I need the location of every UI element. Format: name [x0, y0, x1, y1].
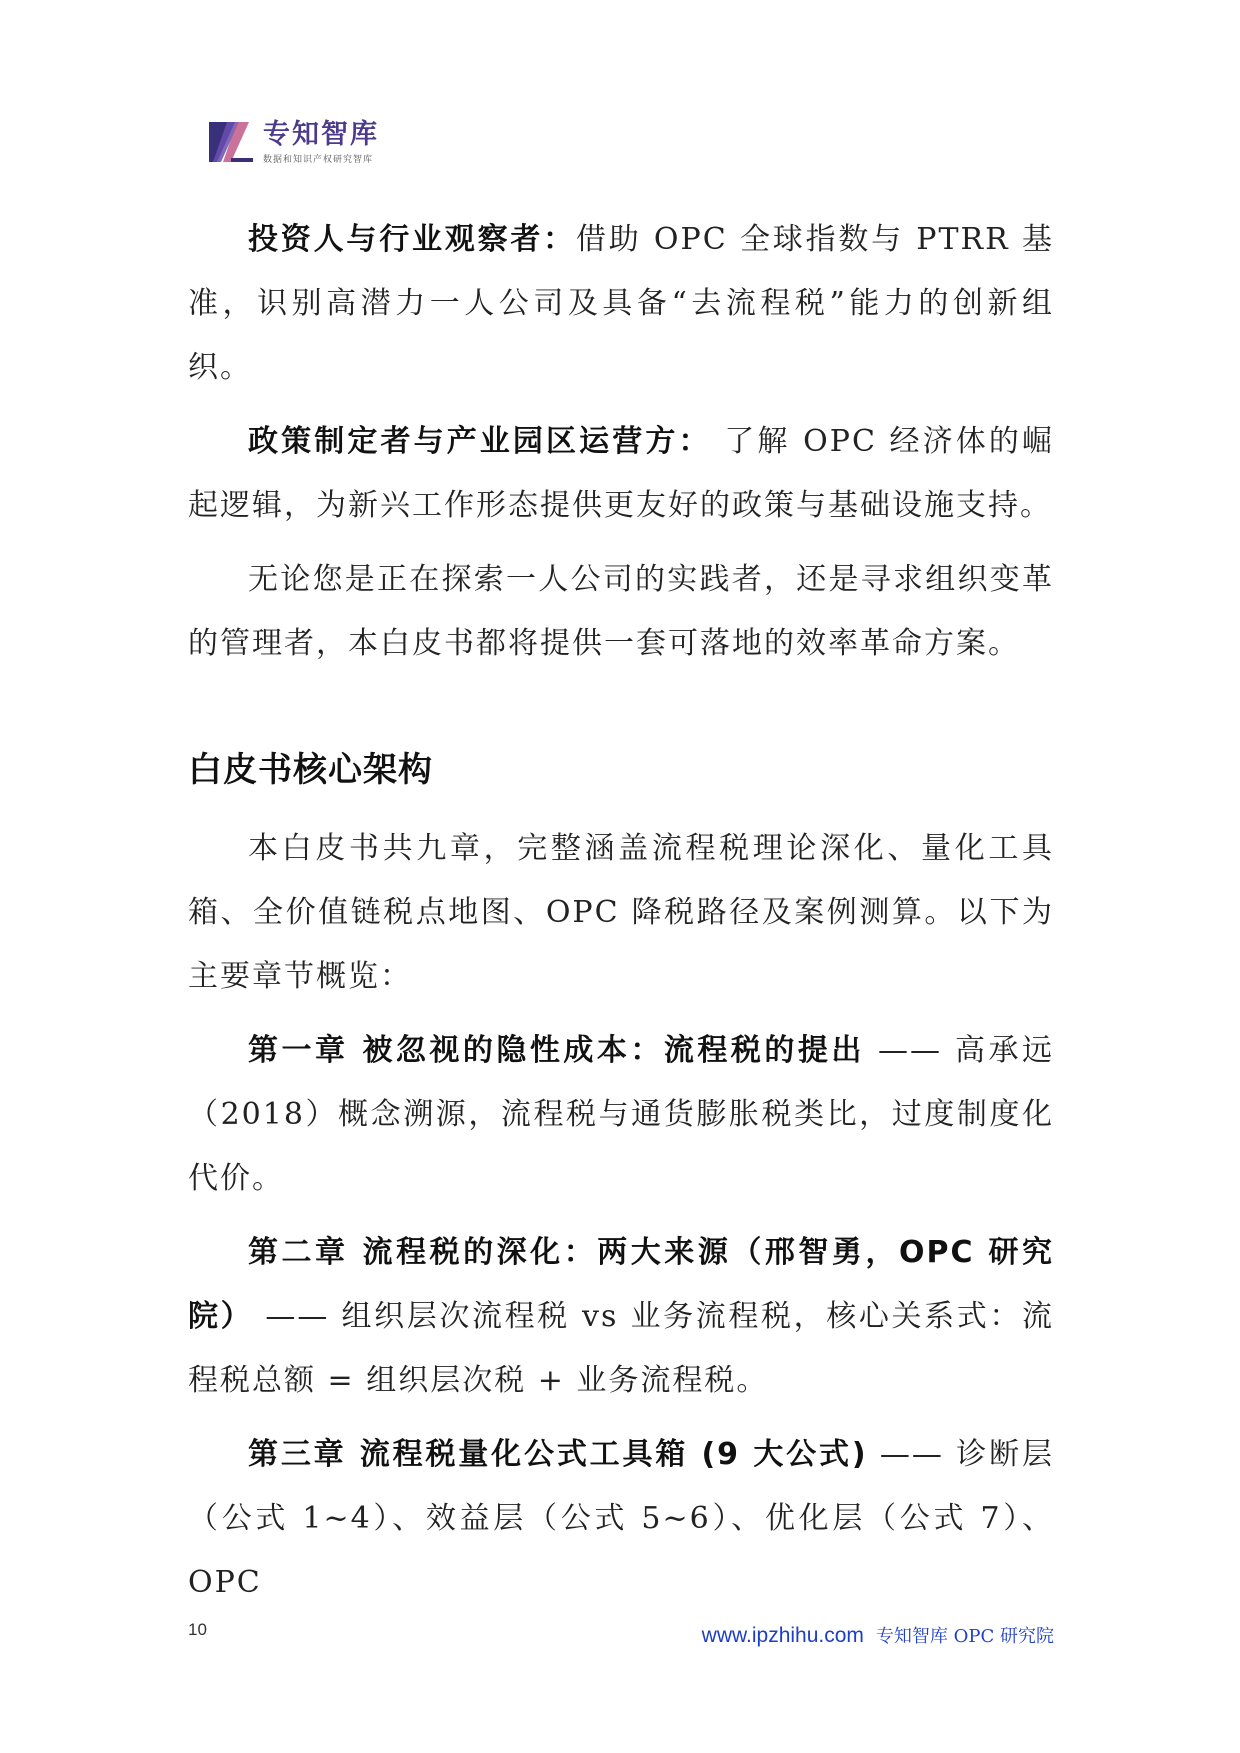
chapter-title: 第三章 流程税量化公式工具箱 (9 大公式): [248, 1437, 868, 1472]
brand-name: 专知智库: [263, 118, 379, 150]
paragraph-lead: 政策制定者与产业园区运营方：: [248, 424, 712, 459]
footer-links: [702, 1622, 1054, 1648]
footer-org: 专知智库 OPC 研究院: [875, 1626, 1054, 1647]
paragraph-investors: [188, 208, 1054, 400]
chapter-2: [188, 1221, 1054, 1413]
chapter-title: 第二章 流程税的深化：两大来源（邢智勇，OPC 研究院）: [188, 1235, 1054, 1334]
section-title: 白皮书核心架构: [188, 750, 433, 790]
chapter-1: [188, 1019, 1054, 1211]
paragraph-text: 无论您是正在探索一人公司的实践者，还是寻求组织变革的管理者，本白皮书都将提供一套可落地的效率革命方案。: [188, 562, 1054, 661]
website-link[interactable]: www.ipzhihu.com: [701, 1624, 864, 1647]
paragraph-summary: [188, 548, 1054, 676]
brand-tagline: 数据和知识产权研究智库: [263, 154, 374, 165]
chapter-desc: —— 组织层次流程税 vs 业务流程税，核心关系式：流程税总额 = 组织层次税 + 业务流程税。: [188, 1299, 1054, 1398]
section-intro: [188, 817, 1054, 1009]
paragraph-policy-makers: [188, 410, 1054, 538]
main-content: [188, 208, 1054, 1625]
paragraph-text: 了解 OPC 经济体的崛起逻辑，为新兴工作形态提供更友好的政策与基础设施支持。: [188, 424, 1055, 523]
page-footer: [188, 1620, 1054, 1650]
paragraph-text: 借助 OPC 全球指数与 PTRR 基准，识别高潜力一人公司及具备“去流程税”能力的创新组织。: [188, 222, 1055, 385]
paragraph-lead: 投资人与行业观察者：: [248, 222, 576, 257]
chapter-desc: —— 高承远（2018）概念溯源，流程税与通货膨胀税类比，过度制度化代价。: [188, 1033, 1054, 1196]
chapter-desc: —— 诊断层（公式 1~4）、效益层（公式 5~6）、优化层（公式 7）、OPC: [188, 1437, 1054, 1600]
header-logo: [205, 116, 379, 168]
page-number: 10: [188, 1620, 207, 1639]
paragraph-text: 本白皮书共九章，完整涵盖流程税理论深化、量化工具箱、全价值链税点地图、OPC 降税路径及案例测算。以下为主要章节概览：: [188, 831, 1054, 994]
chapter-3: [188, 1423, 1054, 1615]
chapter-title: 第一章 被忽视的隐性成本：流程税的提出: [248, 1033, 865, 1068]
zhizhi-logo-icon: [205, 116, 257, 168]
